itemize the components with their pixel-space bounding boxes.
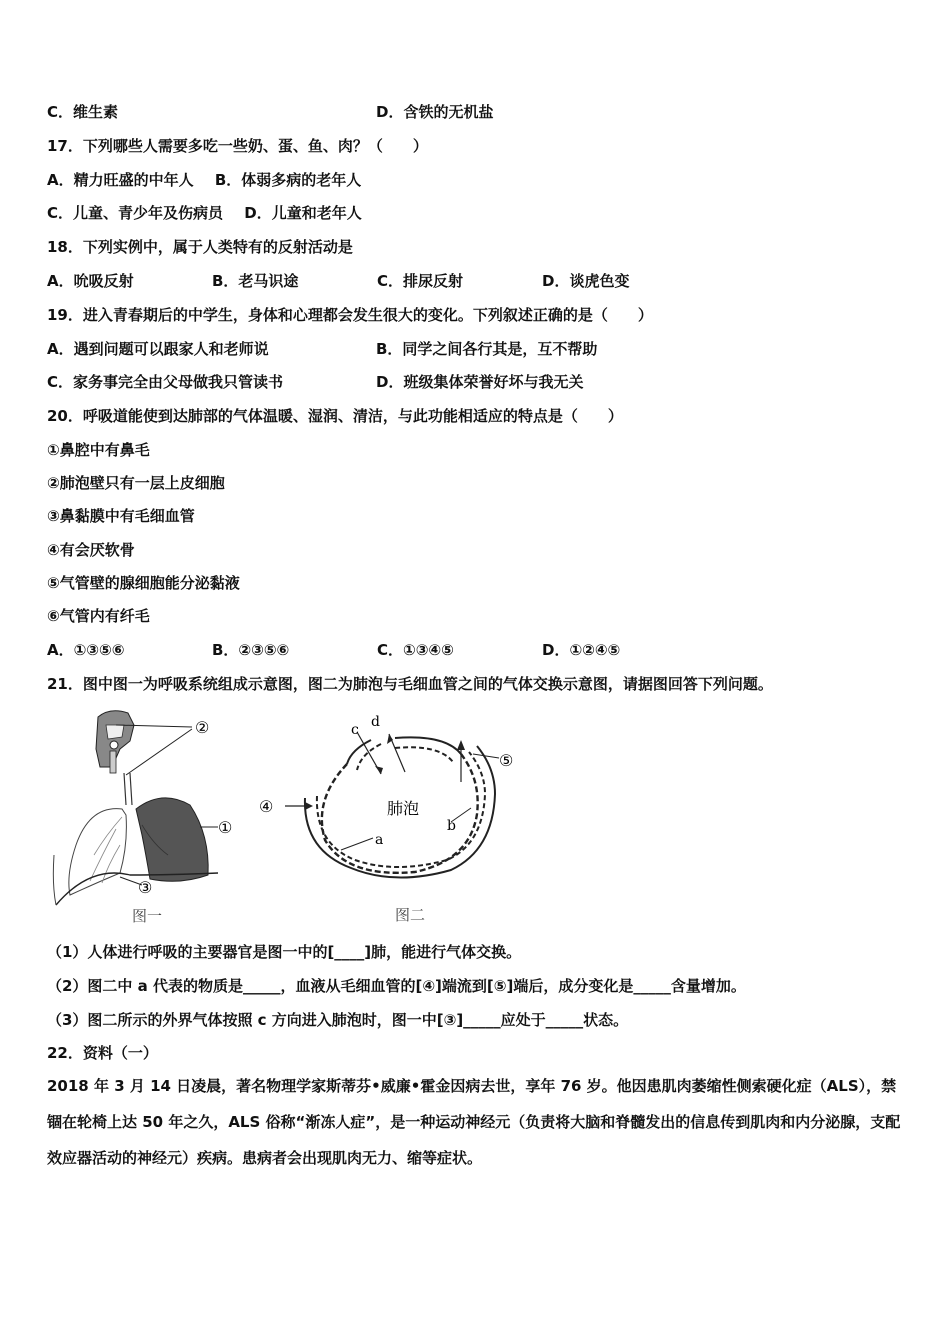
fig2-center-label: 肺泡 [387, 799, 420, 818]
q20-option-c: C．①③④⑤ [377, 641, 454, 659]
q19-stem: 19．进入青春期后的中学生，身体和心理都会发生很大的变化。下列叙述正确的是（ ） [47, 306, 653, 324]
fig1-label-1: ① [218, 818, 233, 837]
q16-option-c: C．维生素 [47, 103, 119, 121]
figure-respiratory-system [50, 705, 250, 927]
q19-option-c: C．家务事完全由父母做我只管读书 [47, 373, 284, 391]
fig2-label-b: b [447, 818, 456, 834]
q20-option-b: B．②③⑤⑥ [212, 641, 290, 659]
fig1-caption: 图一 [132, 907, 163, 925]
q20-item-5: ⑤气管壁的腺细胞能分泌黏液 [47, 574, 240, 592]
q20-item-4: ④有会厌软骨 [47, 541, 135, 559]
q20-item-6: ⑥气管内有纤毛 [47, 607, 150, 625]
q20-option-a: A．①③⑤⑥ [47, 641, 125, 659]
figure-alveolus-exchange [255, 710, 525, 925]
fig2-caption: 图二 [395, 906, 426, 924]
fig2-label-a: a [375, 832, 384, 848]
q20-item-1: ①鼻腔中有鼻毛 [47, 441, 150, 459]
q16-option-row [47, 102, 494, 122]
fig2-label-c: c [351, 722, 359, 738]
q18-option-a: A．吮吸反射 [47, 272, 134, 290]
q17-option-b: B．体弱多病的老年人 [214, 171, 362, 189]
q18-stem: 18．下列实例中，属于人类特有的反射活动是 [47, 238, 353, 256]
q21-sub-2: （2）图二中 a 代表的物质是_____，血液从毛细血管的[④]端流到[⑤]端后，成分变化是_____含量增加。 [47, 977, 746, 995]
q17-stem: 17．下列哪些人需要多吃一些奶、蛋、鱼、肉？（ ） [47, 137, 428, 155]
q17-option-d: D．儿童和老年人 [244, 204, 362, 222]
fig2-label-5: ⑤ [499, 751, 514, 770]
q19-option-d: D．班级集体荣誉好坏与我无关 [376, 373, 584, 391]
q18-option-b: B．老马识途 [212, 272, 299, 290]
q16-option-d: D．含铁的无机盐 [376, 103, 494, 121]
fig2-label-4: ④ [259, 797, 274, 816]
q22-stem: 22．资料（一） [47, 1044, 158, 1062]
fig1-label-3: ③ [138, 878, 153, 897]
fig1-label-2: ② [195, 718, 210, 737]
q19-option-a: A．遇到问题可以跟家人和老师说 [47, 340, 269, 358]
q18-option-c: C．排尿反射 [377, 272, 464, 290]
q18-option-d: D．谈虎色变 [542, 272, 630, 290]
q21-stem: 21．图中图一为呼吸系统组成示意图，图二为肺泡与毛细血管之间的气体交换示意图，请据图回答下列问题。 [47, 675, 773, 693]
q17-option-a: A．精力旺盛的中年人 [47, 171, 194, 189]
q20-item-2: ②肺泡壁只有一层上皮细胞 [47, 474, 225, 492]
q17-option-c: C．儿童、青少年及伤病员 [47, 204, 224, 222]
q17-option-row-1 [47, 170, 361, 190]
q20-item-3: ③鼻黏膜中有毛细血管 [47, 507, 195, 525]
q19-option-b: B．同学之间各行其是，互不帮助 [376, 340, 598, 358]
q21-sub-3: （3）图二所示的外界气体按照 c 方向进入肺泡时，图一中[③]_____应处于_____状态。 [47, 1011, 629, 1029]
q20-option-d: D．①②④⑤ [542, 641, 621, 659]
q22-paragraph: 2018 年 3 月 14 日凌晨，著名物理学家斯蒂芬•威廉•霍金因病去世，享年 76 岁。他因患肌肉萎缩性侧索硬化症（ALS），禁锢在轮椅上达 50 年之久，ALS 俗称“渐冻人症”，是一种运动神经元（负责将大脑和脊髓发出的信息传到肌肉和内分泌腺，支配效应器活动的神经元）疾病。患病者会出现肌肉无力、缩等症状。 [47, 1077, 901, 1167]
q17-option-row-2 [47, 203, 362, 223]
q20-stem: 20．呼吸道能使到达肺部的气体温暖、湿润、清洁，与此功能相适应的特点是（ ） [47, 407, 623, 425]
q21-sub-1: （1）人体进行呼吸的主要器官是图一中的[____]肺，能进行气体交换。 [47, 943, 522, 961]
fig2-label-d: d [371, 714, 380, 730]
